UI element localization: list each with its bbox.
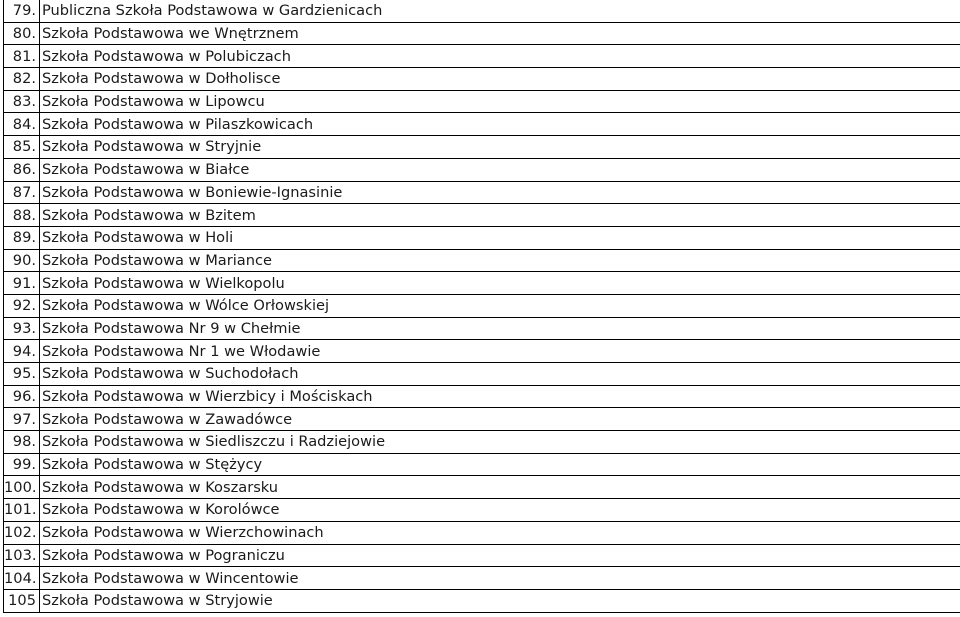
row-number: 81. <box>4 45 40 68</box>
row-number: 89. <box>4 226 40 249</box>
row-number: 80. <box>4 22 40 45</box>
school-name: Szkoła Podstawowa w Białce <box>40 158 960 181</box>
school-name: Szkoła Podstawowa w Holi <box>40 226 960 249</box>
school-name: Szkoła Podstawowa w Stężycy <box>40 453 960 476</box>
row-number: 105 <box>4 589 40 612</box>
school-name: Szkoła Podstawowa w Dołholisce <box>40 68 960 91</box>
school-name: Szkoła Podstawowa w Lipowcu <box>40 90 960 113</box>
row-number: 92. <box>4 294 40 317</box>
school-name: Szkoła Podstawowa w Bzitem <box>40 204 960 227</box>
table-row <box>4 68 960 91</box>
row-number: 104. <box>4 567 40 590</box>
table-row <box>4 340 960 363</box>
school-name: Publiczna Szkoła Podstawowa w Gardzienicach <box>40 0 960 22</box>
row-number: 84. <box>4 113 40 136</box>
table-row <box>4 204 960 227</box>
row-number: 87. <box>4 181 40 204</box>
school-name: Szkoła Podstawowa w Stryjowie <box>40 589 960 612</box>
school-name: Szkoła Podstawowa w Boniewie-Ignasinie <box>40 181 960 204</box>
row-number: 97. <box>4 408 40 431</box>
table-row <box>4 294 960 317</box>
school-name: Szkoła Podstawowa w Stryjnie <box>40 136 960 159</box>
school-name: Szkoła Podstawowa w Wierzchowinach <box>40 521 960 544</box>
table-row <box>4 521 960 544</box>
table-row <box>4 0 960 22</box>
school-name: Szkoła Podstawowa w Wólce Orłowskiej <box>40 294 960 317</box>
school-name: Szkoła Podstawowa w Pograniczu <box>40 544 960 567</box>
table-row <box>4 136 960 159</box>
row-number: 96. <box>4 385 40 408</box>
row-number: 102. <box>4 521 40 544</box>
row-number: 93. <box>4 317 40 340</box>
row-number: 83. <box>4 90 40 113</box>
school-name: Szkoła Podstawowa we Wnętrznem <box>40 22 960 45</box>
row-number: 95. <box>4 363 40 386</box>
table-row <box>4 363 960 386</box>
table-row <box>4 90 960 113</box>
table-row <box>4 45 960 68</box>
row-number: 101. <box>4 499 40 522</box>
table-row <box>4 567 960 590</box>
table-row <box>4 476 960 499</box>
school-name: Szkoła Podstawowa w Polubiczach <box>40 45 960 68</box>
table-row <box>4 113 960 136</box>
table-row <box>4 544 960 567</box>
table-row <box>4 226 960 249</box>
school-name: Szkoła Podstawowa w Mariance <box>40 249 960 272</box>
table-row <box>4 499 960 522</box>
table-row <box>4 431 960 454</box>
school-name: Szkoła Podstawowa w Korolówce <box>40 499 960 522</box>
school-name: Szkoła Podstawowa w Pilaszkowicach <box>40 113 960 136</box>
table-row <box>4 385 960 408</box>
row-number: 85. <box>4 136 40 159</box>
table-row <box>4 249 960 272</box>
table-row <box>4 272 960 295</box>
row-number: 86. <box>4 158 40 181</box>
row-number: 91. <box>4 272 40 295</box>
school-name: Szkoła Podstawowa w Wielkopolu <box>40 272 960 295</box>
row-number: 90. <box>4 249 40 272</box>
table-row <box>4 158 960 181</box>
table-row <box>4 453 960 476</box>
row-number: 88. <box>4 204 40 227</box>
row-number: 99. <box>4 453 40 476</box>
row-number: 100. <box>4 476 40 499</box>
table-row <box>4 589 960 612</box>
school-name: Szkoła Podstawowa Nr 9 w Chełmie <box>40 317 960 340</box>
row-number: 98. <box>4 431 40 454</box>
school-name: Szkoła Podstawowa w Siedliszczu i Radziejowie <box>40 431 960 454</box>
table-row <box>4 181 960 204</box>
school-list-table <box>3 0 960 613</box>
table-row <box>4 317 960 340</box>
school-name: Szkoła Podstawowa w Wincentowie <box>40 567 960 590</box>
school-list-body <box>4 0 960 612</box>
table-row <box>4 22 960 45</box>
row-number: 79. <box>4 0 40 22</box>
school-name: Szkoła Podstawowa w Zawadówce <box>40 408 960 431</box>
row-number: 82. <box>4 68 40 91</box>
school-name: Szkoła Podstawowa w Koszarsku <box>40 476 960 499</box>
row-number: 103. <box>4 544 40 567</box>
row-number: 94. <box>4 340 40 363</box>
table-row <box>4 408 960 431</box>
school-name: Szkoła Podstawowa w Suchodołach <box>40 363 960 386</box>
school-name: Szkoła Podstawowa w Wierzbicy i Mościskach <box>40 385 960 408</box>
school-name: Szkoła Podstawowa Nr 1 we Włodawie <box>40 340 960 363</box>
